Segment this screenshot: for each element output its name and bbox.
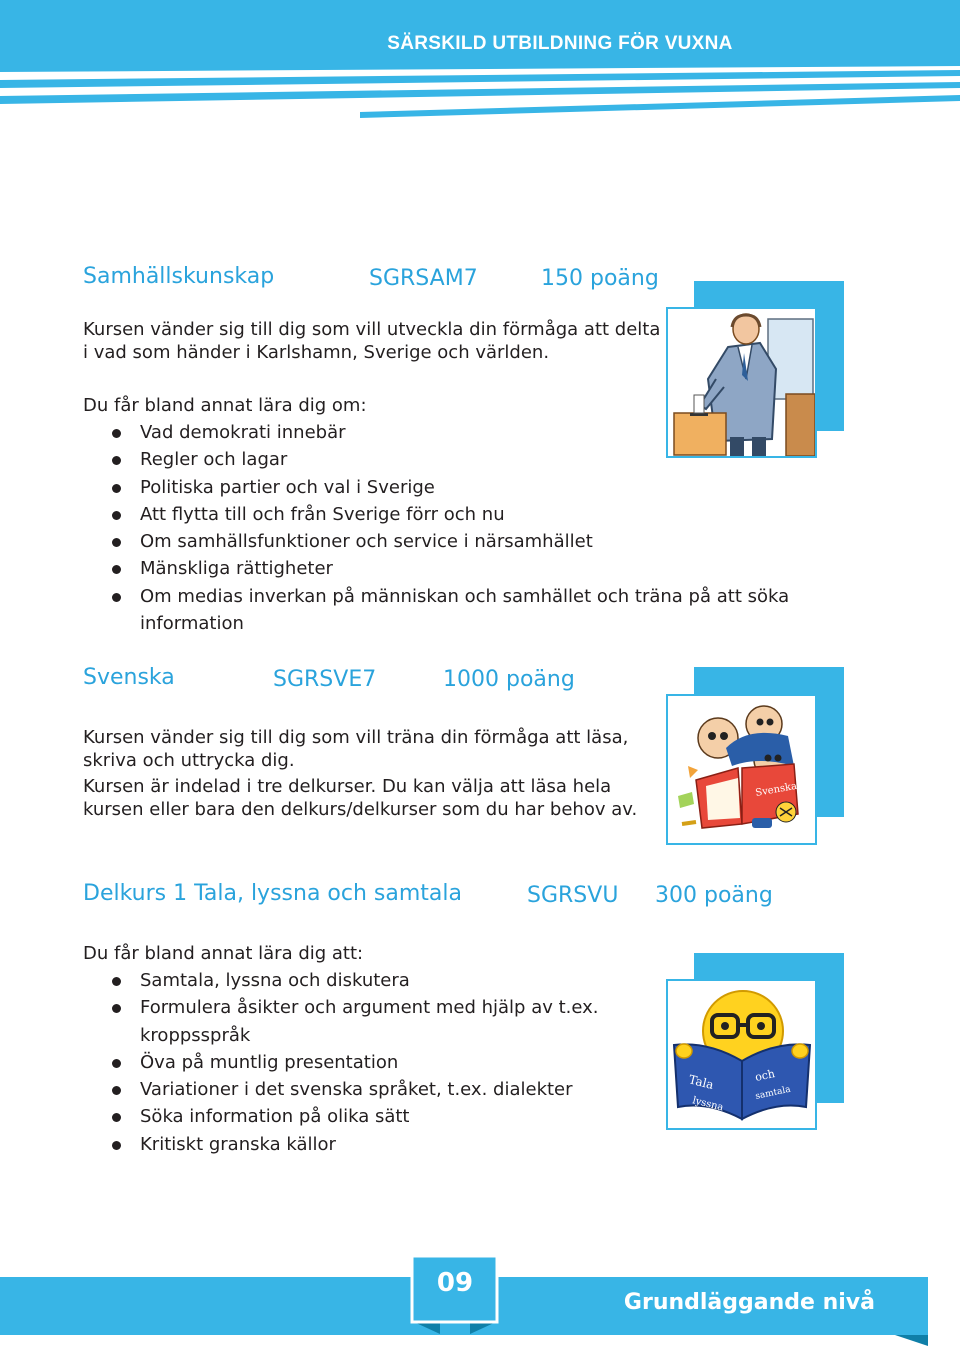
book-word-3: och xyxy=(753,1067,777,1084)
list-item: Om medias inverkan på människan och samhället och träna på att söka xyxy=(108,583,789,610)
svenska-title: Svenska xyxy=(83,665,175,690)
bullet-icon xyxy=(112,1141,121,1150)
svenska-desc-line4: kursen eller bara den delkurs/delkurser som du har behov av. xyxy=(83,799,638,820)
book-word-2: lyssna xyxy=(691,1095,725,1114)
bullet-icon xyxy=(112,429,121,438)
svenska-desc-line2: skriva och uttrycka dig. xyxy=(83,750,295,771)
bullet-icon xyxy=(112,484,121,493)
svenska-desc-line1: Kursen vänder sig till dig som vill träna din förmåga att läsa, xyxy=(83,727,629,748)
bullet-icon xyxy=(112,1059,121,1068)
list-item-continuation: kroppsspråk xyxy=(140,1024,251,1046)
bullet-icon xyxy=(112,565,121,574)
list-item: Formulera åsikter och argument med hjälp av t.ex. xyxy=(108,994,599,1021)
footer-level-label: Grundläggande nivå xyxy=(623,1290,875,1315)
list-item: Regler och lagar xyxy=(108,446,789,473)
svenska-points: 1000 poäng xyxy=(443,667,575,692)
samhall-code: SGRSAM7 xyxy=(369,266,478,291)
list-item: Politiska partier och val i Sverige xyxy=(108,474,789,501)
book-word-1: Tala xyxy=(687,1072,716,1093)
list-item: Samtala, lyssna och diskutera xyxy=(108,967,599,994)
bullet-icon xyxy=(112,977,121,986)
bullet-icon xyxy=(112,1004,121,1013)
samhall-title: Samhällskunskap xyxy=(83,264,275,289)
smiley-book-icon xyxy=(668,981,815,1128)
header-title: SÄRSKILD UTBILDNING FÖR VUXNA xyxy=(387,33,733,54)
list-item: Söka information på olika sätt xyxy=(108,1103,599,1130)
book-label: Svenska xyxy=(754,780,798,799)
list-item: Om samhällsfunktioner och service i närsamhället xyxy=(108,528,789,555)
list-item: Mänskliga rättigheter xyxy=(108,555,789,582)
delkurs-code: SGRSVU xyxy=(527,883,619,908)
voting-illustration xyxy=(666,307,817,458)
bullet-icon xyxy=(112,1086,121,1095)
samhall-points: 150 poäng xyxy=(541,266,659,291)
page-number: 09 xyxy=(436,1268,474,1298)
kids-reading-illustration xyxy=(666,694,817,845)
list-item: Variationer i det svenska språket, t.ex. dialekter xyxy=(108,1076,599,1103)
smiley-reading-illustration xyxy=(666,979,817,1130)
svenska-desc-line3: Kursen är indelad i tre delkurser. Du kan välja att läsa hela xyxy=(83,776,612,797)
list-item: Att flytta till och från Sverige förr och nu xyxy=(108,501,789,528)
list-item: Vad demokrati innebär xyxy=(108,419,789,446)
header-banner xyxy=(0,0,960,130)
list-item-continuation: information xyxy=(140,613,244,635)
delkurs-points: 300 poäng xyxy=(655,883,773,908)
samhall-desc-line2: i vad som händer i Karlshamn, Sverige och världen. xyxy=(83,342,550,363)
book-word-4: samtala xyxy=(754,1084,792,1102)
bullet-icon xyxy=(112,456,121,465)
delkurs-topic-list xyxy=(108,967,599,1158)
delkurs-intro: Du får bland annat lära dig att: xyxy=(83,943,364,964)
voter-ballot-icon xyxy=(668,309,815,456)
bullet-icon xyxy=(112,593,121,602)
svenska-code: SGRSVE7 xyxy=(273,667,377,692)
bullet-icon xyxy=(112,511,121,520)
list-item: Öva på muntlig presentation xyxy=(108,1049,599,1076)
delkurs-title: Delkurs 1 Tala, lyssna och samtala xyxy=(83,881,462,906)
samhall-desc-line1: Kursen vänder sig till dig som vill utveckla din förmåga att delta xyxy=(83,319,661,340)
samhall-intro: Du får bland annat lära dig om: xyxy=(83,395,367,416)
list-item: Kritiskt granska källor xyxy=(108,1131,599,1158)
bullet-icon xyxy=(112,538,121,547)
bullet-icon xyxy=(112,1113,121,1122)
kids-book-icon xyxy=(668,696,815,843)
